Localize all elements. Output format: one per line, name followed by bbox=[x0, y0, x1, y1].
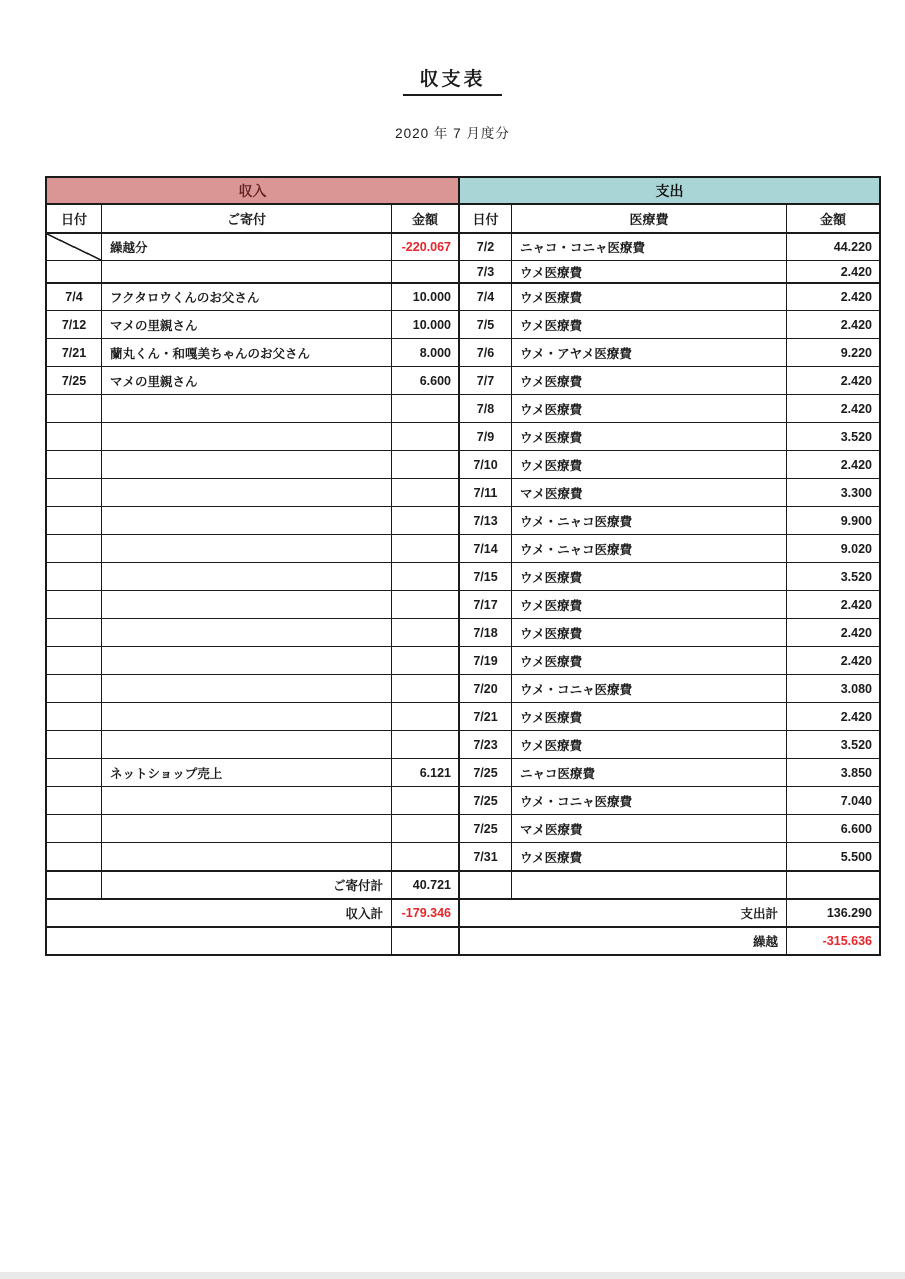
income-date-cell bbox=[47, 842, 102, 870]
expense-desc-cell: ウメ医療費 bbox=[512, 618, 787, 646]
income-desc-cell bbox=[102, 814, 392, 842]
expense-amount-cell: 2.420 bbox=[787, 646, 879, 674]
table-row bbox=[47, 842, 879, 870]
income-desc-cell bbox=[102, 422, 392, 450]
expense-date-cell: 7/10 bbox=[460, 450, 512, 478]
expense-amount-cell: 2.420 bbox=[787, 260, 879, 282]
table-row bbox=[47, 814, 879, 842]
expense-date-cell: 7/4 bbox=[460, 282, 512, 310]
expense-date-cell: 7/23 bbox=[460, 730, 512, 758]
income-date-cell: 7/4 bbox=[47, 282, 102, 310]
income-desc-cell: マメの里親さん bbox=[102, 366, 392, 394]
expense-desc-cell: ウメ医療費 bbox=[512, 282, 787, 310]
expense-label-cell: 支出計 bbox=[460, 898, 787, 926]
expense-date-cell: 7/6 bbox=[460, 338, 512, 366]
expense-amount-cell: 44.220 bbox=[787, 232, 879, 260]
income-label-cell: 収入計 bbox=[47, 898, 392, 926]
income-amount-cell: 10.000 bbox=[392, 310, 460, 338]
expense-desc-cell: ウメ医療費 bbox=[512, 590, 787, 618]
income-amount-cell bbox=[392, 646, 460, 674]
expense-amount-cell: 9.220 bbox=[787, 338, 879, 366]
expense-desc-cell: ウメ・ニャコ医療費 bbox=[512, 534, 787, 562]
income-desc-cell: マメの里親さん bbox=[102, 310, 392, 338]
income-amount-cell bbox=[392, 506, 460, 534]
table-row bbox=[47, 232, 879, 260]
income-date-cell: 7/25 bbox=[47, 366, 102, 394]
expense-amount-cell: 7.040 bbox=[787, 786, 879, 814]
income-expense-table bbox=[45, 176, 881, 956]
expense-amount-cell: 2.420 bbox=[787, 310, 879, 338]
income-date-cell bbox=[47, 758, 102, 786]
column-header-row bbox=[47, 203, 879, 232]
expense-date-cell: 7/17 bbox=[460, 590, 512, 618]
expense-date-cell: 7/5 bbox=[460, 310, 512, 338]
income-amount-cell bbox=[392, 450, 460, 478]
table-row bbox=[47, 702, 879, 730]
income-date-cell bbox=[47, 870, 102, 898]
table-row bbox=[47, 534, 879, 562]
income-date-header: 日付 bbox=[47, 203, 102, 232]
income-desc-cell bbox=[102, 702, 392, 730]
income-date-cell bbox=[47, 590, 102, 618]
income-date-cell bbox=[47, 534, 102, 562]
table-row bbox=[47, 646, 879, 674]
income-amount-header: 金額 bbox=[392, 203, 460, 232]
table-row bbox=[47, 478, 879, 506]
income-amount-cell: -220.067 bbox=[392, 232, 460, 260]
expense-date-cell: 7/8 bbox=[460, 394, 512, 422]
expense-desc-cell: ウメ医療費 bbox=[512, 562, 787, 590]
expense-amount-cell bbox=[787, 870, 879, 898]
income-amount-cell bbox=[392, 730, 460, 758]
expense-amount-cell: 2.420 bbox=[787, 394, 879, 422]
expense-amount-cell: 5.500 bbox=[787, 842, 879, 870]
income-desc-cell bbox=[102, 394, 392, 422]
income-amount-cell bbox=[392, 618, 460, 646]
income-amount-cell bbox=[392, 674, 460, 702]
table-row bbox=[47, 422, 879, 450]
expense-amount-cell: 2.420 bbox=[787, 590, 879, 618]
expense-amount-cell: 3.520 bbox=[787, 422, 879, 450]
expense-amount-header: 金額 bbox=[787, 203, 879, 232]
expense-date-cell: 7/9 bbox=[460, 422, 512, 450]
income-section-header: 収入 bbox=[47, 178, 460, 203]
section-header-row bbox=[47, 178, 879, 203]
income-date-cell bbox=[47, 394, 102, 422]
expense-date-cell: 7/20 bbox=[460, 674, 512, 702]
income-date-cell: 7/12 bbox=[47, 310, 102, 338]
income-amount-cell bbox=[392, 260, 460, 282]
income-date-cell bbox=[47, 786, 102, 814]
expense-desc-cell: ウメ医療費 bbox=[512, 450, 787, 478]
expense-amount-cell: 3.520 bbox=[787, 562, 879, 590]
expense-desc-cell: ウメ医療費 bbox=[512, 702, 787, 730]
income-desc-cell bbox=[102, 562, 392, 590]
income-date-cell bbox=[47, 562, 102, 590]
expense-desc-cell: ウメ医療費 bbox=[512, 646, 787, 674]
income-desc-cell bbox=[102, 478, 392, 506]
expense-date-cell: 7/31 bbox=[460, 842, 512, 870]
expense-desc-cell: ウメ・コニャ医療費 bbox=[512, 674, 787, 702]
income-date-cell bbox=[47, 232, 102, 260]
expense-date-header: 日付 bbox=[460, 203, 512, 232]
income-amount-cell: 10.000 bbox=[392, 282, 460, 310]
expense-amount-cell: 2.420 bbox=[787, 702, 879, 730]
expense-desc-cell: ウメ医療費 bbox=[512, 310, 787, 338]
expense-date-cell bbox=[460, 870, 512, 898]
income-date-cell bbox=[47, 450, 102, 478]
income-desc-cell bbox=[102, 534, 392, 562]
expense-desc-cell: ウメ医療費 bbox=[512, 394, 787, 422]
income-desc-cell bbox=[102, 646, 392, 674]
table-row bbox=[47, 260, 879, 282]
income-desc-cell: フクタロウくんのお父さん bbox=[102, 282, 392, 310]
income-amount-cell: -179.346 bbox=[392, 898, 460, 926]
table-row bbox=[47, 562, 879, 590]
expense-amount-cell: 3.850 bbox=[787, 758, 879, 786]
income-amount-cell bbox=[392, 842, 460, 870]
expense-date-cell: 7/3 bbox=[460, 260, 512, 282]
income-date-cell bbox=[47, 478, 102, 506]
expense-amount-cell: 2.420 bbox=[787, 282, 879, 310]
income-desc-cell bbox=[102, 590, 392, 618]
expense-date-cell: 7/25 bbox=[460, 814, 512, 842]
expense-amount-cell: 136.290 bbox=[787, 898, 879, 926]
expense-date-cell: 7/7 bbox=[460, 366, 512, 394]
expense-desc-cell: ニャコ医療費 bbox=[512, 758, 787, 786]
income-amount-cell: 8.000 bbox=[392, 338, 460, 366]
expense-section-header: 支出 bbox=[460, 178, 879, 203]
income-amount-cell bbox=[392, 590, 460, 618]
income-amount-cell bbox=[392, 394, 460, 422]
expense-desc-cell: マメ医療費 bbox=[512, 814, 787, 842]
table-row bbox=[47, 898, 879, 926]
income-desc-cell bbox=[102, 618, 392, 646]
table-row bbox=[47, 450, 879, 478]
expense-amount-cell: 9.900 bbox=[787, 506, 879, 534]
income-amount-cell bbox=[392, 814, 460, 842]
table-row bbox=[47, 926, 879, 954]
expense-amount-cell: 2.420 bbox=[787, 450, 879, 478]
expense-desc-cell: ウメ医療費 bbox=[512, 366, 787, 394]
expense-desc-cell: ウメ・アヤメ医療費 bbox=[512, 338, 787, 366]
income-date-cell bbox=[47, 618, 102, 646]
income-desc-cell bbox=[102, 260, 392, 282]
income-desc-cell bbox=[102, 786, 392, 814]
income-desc-cell: 蘭丸くん・和嘎美ちゃんのお父さん bbox=[102, 338, 392, 366]
expense-desc-cell: マメ医療費 bbox=[512, 478, 787, 506]
expense-amount-cell: 2.420 bbox=[787, 366, 879, 394]
expense-desc-cell: ウメ・ニャコ医療費 bbox=[512, 506, 787, 534]
table-row bbox=[47, 730, 879, 758]
expense-desc-cell: ウメ医療費 bbox=[512, 842, 787, 870]
expense-desc-cell: ウメ医療費 bbox=[512, 422, 787, 450]
income-amount-cell: 40.721 bbox=[392, 870, 460, 898]
income-label-cell bbox=[47, 926, 392, 954]
table-row bbox=[47, 674, 879, 702]
expense-amount-cell: 2.420 bbox=[787, 618, 879, 646]
table-row bbox=[47, 786, 879, 814]
income-amount-cell bbox=[392, 702, 460, 730]
expense-amount-cell: 3.080 bbox=[787, 674, 879, 702]
expense-date-cell: 7/18 bbox=[460, 618, 512, 646]
income-desc-cell: ご寄付計 bbox=[102, 870, 392, 898]
income-date-cell bbox=[47, 814, 102, 842]
expense-amount-cell: 9.020 bbox=[787, 534, 879, 562]
expense-date-cell: 7/14 bbox=[460, 534, 512, 562]
income-desc-cell: ネットショップ売上 bbox=[102, 758, 392, 786]
income-amount-cell: 6.121 bbox=[392, 758, 460, 786]
page-bottom-edge bbox=[0, 1272, 905, 1279]
income-date-cell bbox=[47, 674, 102, 702]
income-desc-cell bbox=[102, 730, 392, 758]
page-title: 収支表 bbox=[403, 64, 501, 96]
income-date-cell bbox=[47, 260, 102, 282]
table-row bbox=[47, 338, 879, 366]
income-amount-cell bbox=[392, 478, 460, 506]
income-desc-cell bbox=[102, 674, 392, 702]
income-date-cell bbox=[47, 646, 102, 674]
expense-desc-cell bbox=[512, 870, 787, 898]
expense-desc-cell: ニャコ・コニャ医療費 bbox=[512, 232, 787, 260]
income-date-cell: 7/21 bbox=[47, 338, 102, 366]
income-desc-cell bbox=[102, 450, 392, 478]
table-body bbox=[47, 232, 879, 954]
expense-desc-cell: ウメ医療費 bbox=[512, 730, 787, 758]
table-row bbox=[47, 282, 879, 310]
table-row bbox=[47, 366, 879, 394]
expense-amount-cell: 3.300 bbox=[787, 478, 879, 506]
expense-label-cell: 繰越 bbox=[460, 926, 787, 954]
expense-date-cell: 7/2 bbox=[460, 232, 512, 260]
income-amount-cell: 6.600 bbox=[392, 366, 460, 394]
expense-desc-cell: ウメ医療費 bbox=[512, 260, 787, 282]
expense-date-cell: 7/25 bbox=[460, 758, 512, 786]
expense-date-cell: 7/15 bbox=[460, 562, 512, 590]
income-date-cell bbox=[47, 702, 102, 730]
income-date-cell bbox=[47, 730, 102, 758]
table-row bbox=[47, 618, 879, 646]
expense-amount-cell: -315.636 bbox=[787, 926, 879, 954]
expense-date-cell: 7/21 bbox=[460, 702, 512, 730]
page-subtitle: 2020 年 7 月度分 bbox=[395, 126, 510, 141]
table-row bbox=[47, 758, 879, 786]
expense-date-cell: 7/25 bbox=[460, 786, 512, 814]
expense-amount-cell: 3.520 bbox=[787, 730, 879, 758]
income-desc-cell bbox=[102, 506, 392, 534]
income-desc-header: ご寄付 bbox=[102, 203, 392, 232]
expense-date-cell: 7/13 bbox=[460, 506, 512, 534]
table-row bbox=[47, 506, 879, 534]
expense-desc-header: 医療費 bbox=[512, 203, 787, 232]
income-amount-cell bbox=[392, 534, 460, 562]
income-amount-cell bbox=[392, 422, 460, 450]
expense-amount-cell: 6.600 bbox=[787, 814, 879, 842]
table-row bbox=[47, 870, 879, 898]
expense-date-cell: 7/11 bbox=[460, 478, 512, 506]
expense-desc-cell: ウメ・コニャ医療費 bbox=[512, 786, 787, 814]
income-amount-cell bbox=[392, 926, 460, 954]
table-row bbox=[47, 310, 879, 338]
income-date-cell bbox=[47, 422, 102, 450]
table-row bbox=[47, 394, 879, 422]
income-desc-cell bbox=[102, 842, 392, 870]
income-desc-cell: 繰越分 bbox=[102, 232, 392, 260]
income-amount-cell bbox=[392, 562, 460, 590]
table-row bbox=[47, 590, 879, 618]
income-date-cell bbox=[47, 506, 102, 534]
expense-date-cell: 7/19 bbox=[460, 646, 512, 674]
income-amount-cell bbox=[392, 786, 460, 814]
